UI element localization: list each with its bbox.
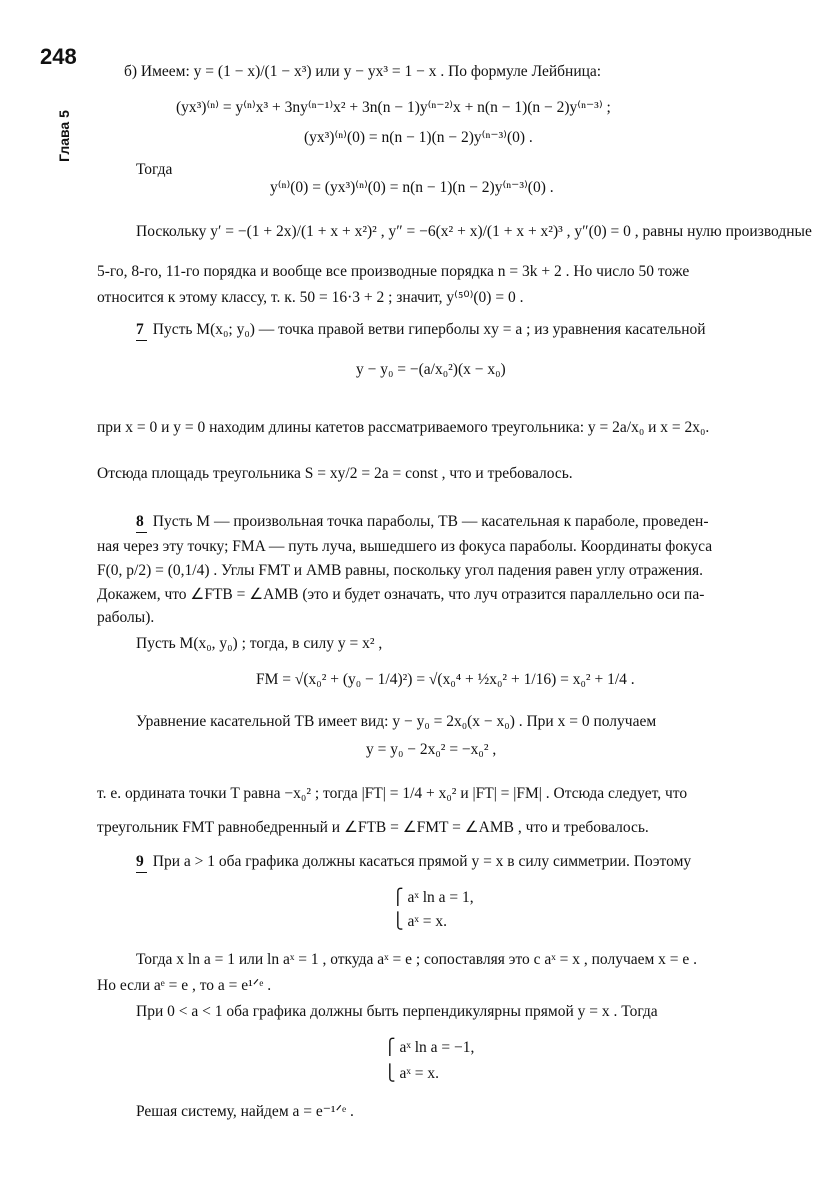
system-2-eq-2: ⎩ aˣ = x. [384,1065,439,1082]
line-path: ная через эту точку; FMA — путь луча, вышедшего из фокуса параболы. Координаты фокуса [97,538,713,555]
problem-number-8: 8 [136,512,147,533]
chapter-label: Глава 5 [56,110,72,162]
formula-yn-zero: y⁽ⁿ⁾(0) = (yx³)⁽ⁿ⁾(0) = n(n − 1)(n − 2)y⁽ⁿ⁻³⁾(0) . [270,179,554,196]
line-focus: F(0, p/2) = (0,1/4) . Углы FMT и AMB равны, поскольку угол падения равен углу отражения. [97,562,704,579]
system-1-eq-1: ⎧ aˣ ln a = 1, [392,889,474,906]
line-derivatives: Поскольку y′ = −(1 + 2x)/(1 + x + x²)² , y″ = −6(x² + x)/(1 + x + x²)³ , y″(0) = 0 , равны нулю производные [136,223,812,240]
formula-fm: FM = √(x₀² + (y₀ − 1/4)²) = √(x₀⁴ + ½x₀² + 1/16) = x₀² + 1/4 . [256,671,635,688]
line-solution: Решая систему, найдем a = e⁻¹ᐟᵉ . [136,1103,354,1120]
line-ordinate: т. е. ордината точки T равна −x₀² ; тогда |FT| = 1/4 + x₀² и |FT| = |FM| . Отсюда следует, что [97,785,688,802]
line-isosceles: треугольник FMT равнобедренный и ∠FTB = ∠FMT = ∠AMB , что и требовалось. [97,819,649,836]
problem-7: 7 Пусть M(x₀; y₀) — точка правой ветви гиперболы xy = a ; из уравнения касательной [136,320,706,341]
line-parabola: раболы). [97,609,155,626]
line-then-2: Тогда x ln a = 1 или ln aˣ = 1 , откуда aˣ = e ; сопоставляя это с aˣ = x , получаем x = e . [136,951,698,968]
line-let: Пусть M(x₀, y₀) ; тогда, в силу y = x² , [136,635,383,652]
line-if: Но если aᵉ = e , то a = e¹ᐟᵉ . [97,977,272,994]
line-1: б) Имеем: y = (1 − x)/(1 − x³) или y − yx³ = 1 − x . По формуле Лейбница: [124,63,602,80]
formula-leibniz: (yx³)⁽ⁿ⁾ = y⁽ⁿ⁾x³ + 3ny⁽ⁿ⁻¹⁾x² + 3n(n − 1)y⁽ⁿ⁻²⁾x + n(n − 1)(n − 2)y⁽ⁿ⁻³⁾ ; [176,99,611,116]
problem-8: 8 Пусть M — произвольная точка параболы, TB — касательная к параболе, проведен- [136,512,709,533]
line-then: Тогда [136,161,173,178]
line-perpendicular: При 0 < a < 1 оба графика должны быть перпендикулярны прямой y = x . Тогда [136,1003,658,1020]
formula-tangent-hyperbola: y − y₀ = −(a/x₀²)(x − x₀) [356,361,506,378]
formula-leibniz-zero: (yx³)⁽ⁿ⁾(0) = n(n − 1)(n − 2)y⁽ⁿ⁻³⁾(0) . [304,129,533,146]
problem-number-9: 9 [136,852,147,873]
line-area: Отсюда площадь треугольника S = xy/2 = 2a = const , что и требовалось. [97,465,573,482]
line-orders: 5-го, 8-го, 11-го порядка и вообще все производные порядка n = 3k + 2 . Но число 50 тоже [97,263,690,280]
system-1-eq-2: ⎩ aˣ = x. [392,913,447,930]
page-number: 248 [40,44,77,69]
line-tangent-eq: Уравнение касательной TB имеет вид: y − y₀ = 2x₀(x − x₀) . При x = 0 получаем [136,713,657,730]
line-legs: при x = 0 и y = 0 находим длины катетов рассматриваемого треугольника: y = 2a/x₀ и x = 2x₀. [97,419,710,436]
line-prove: Докажем, что ∠FTB = ∠AMB (это и будет означать, что луч отразится параллельно оси па- [97,586,705,603]
problem-number-7: 7 [136,320,147,341]
line-class: относится к этому классу, т. к. 50 = 16·3 + 2 ; значит, y⁽⁵⁰⁾(0) = 0 . [97,289,524,306]
system-2-eq-1: ⎧ aˣ ln a = −1, [384,1039,475,1056]
formula-y0: y = y₀ − 2x₀² = −x₀² , [366,741,497,758]
problem-9: 9 При a > 1 оба графика должны касаться прямой y = x в силу симметрии. Поэтому [136,852,691,873]
